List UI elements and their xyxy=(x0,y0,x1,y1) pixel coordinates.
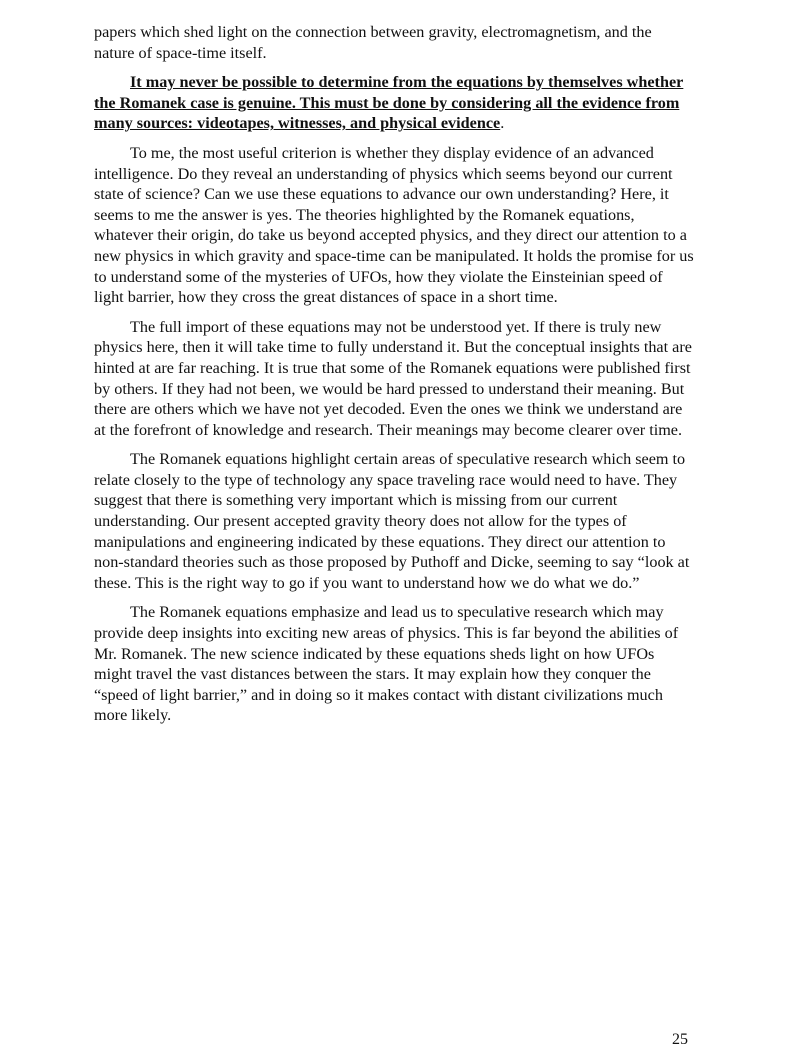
body-text xyxy=(94,22,694,735)
paragraph-speculative-research: The Romanek equations highlight certain areas of speculative research which seem to relate closely to the type of technology any space traveling race would need to have. They suggest that there is something very important which is missing from our current understanding. Our present accepted gravity theory does not allow for the types of manipulations and engineering indicated by these equations. They direct our attention to non-standard theories such as those proposed by Puthoff and Dicke, seeming to say “look at these. This is the right way to go if you want to understand how we do what we do.” xyxy=(94,450,690,592)
emphasized-statement: It may never be possible to determine from the equations by themselves whether the Romanek case is genuine. This must be done by considering all the evidence from many sources: videotapes, witnesses, and physical evidence xyxy=(94,73,684,133)
emphasis-tail: . xyxy=(500,114,505,133)
paragraph-conclusion: The Romanek equations emphasize and lead us to speculative research which may provide deep insights into exciting new areas of physics. This is far beyond the abilities of Mr. Romanek. The new science indicated by these equations sheds light on how UFOs might travel the vast distances between the stars. It may explain how they conquer the “speed of light barrier,” and in doing so it makes contact with distant civilizations much more likely. xyxy=(94,603,679,725)
page-number: 25 xyxy=(672,1031,688,1048)
paragraph-full-import: The full import of these equations may not be understood yet. If there is truly new physics here, then it will take time to fully understand it. But the conceptual insights that are hinted at are far reaching. It is true that some of the Romanek equations were published first by others. If they had not been, we would be hard pressed to understand their meaning. But there are others which we have not yet decoded. Even the ones we think we understand are at the forefront of knowledge and research. Their meanings may become clearer over time. xyxy=(94,317,692,439)
paragraph-continuation: papers which shed light on the connection between gravity, electromagnetism, and the nature of space-time itself. xyxy=(94,23,652,62)
paragraph-emphasis xyxy=(94,72,694,134)
paragraph-criterion: To me, the most useful criterion is whether they display evidence of an advanced intelligence. Do they reveal an understanding of physics which seems beyond our current state of science? Can we use these equations to advance our own understanding? Here, it seems to me the answer is yes. The theories highlighted by the Romanek equations, whatever their origin, do take us beyond accepted physics, and they direct our attention to a new physics in which gravity and space-time can be manipulated. It holds the promise for us to understand some of the mysteries of UFOs, how they violate the Einsteinian speed of light barrier, how they cross the great distances of space in a short time. xyxy=(94,143,694,307)
